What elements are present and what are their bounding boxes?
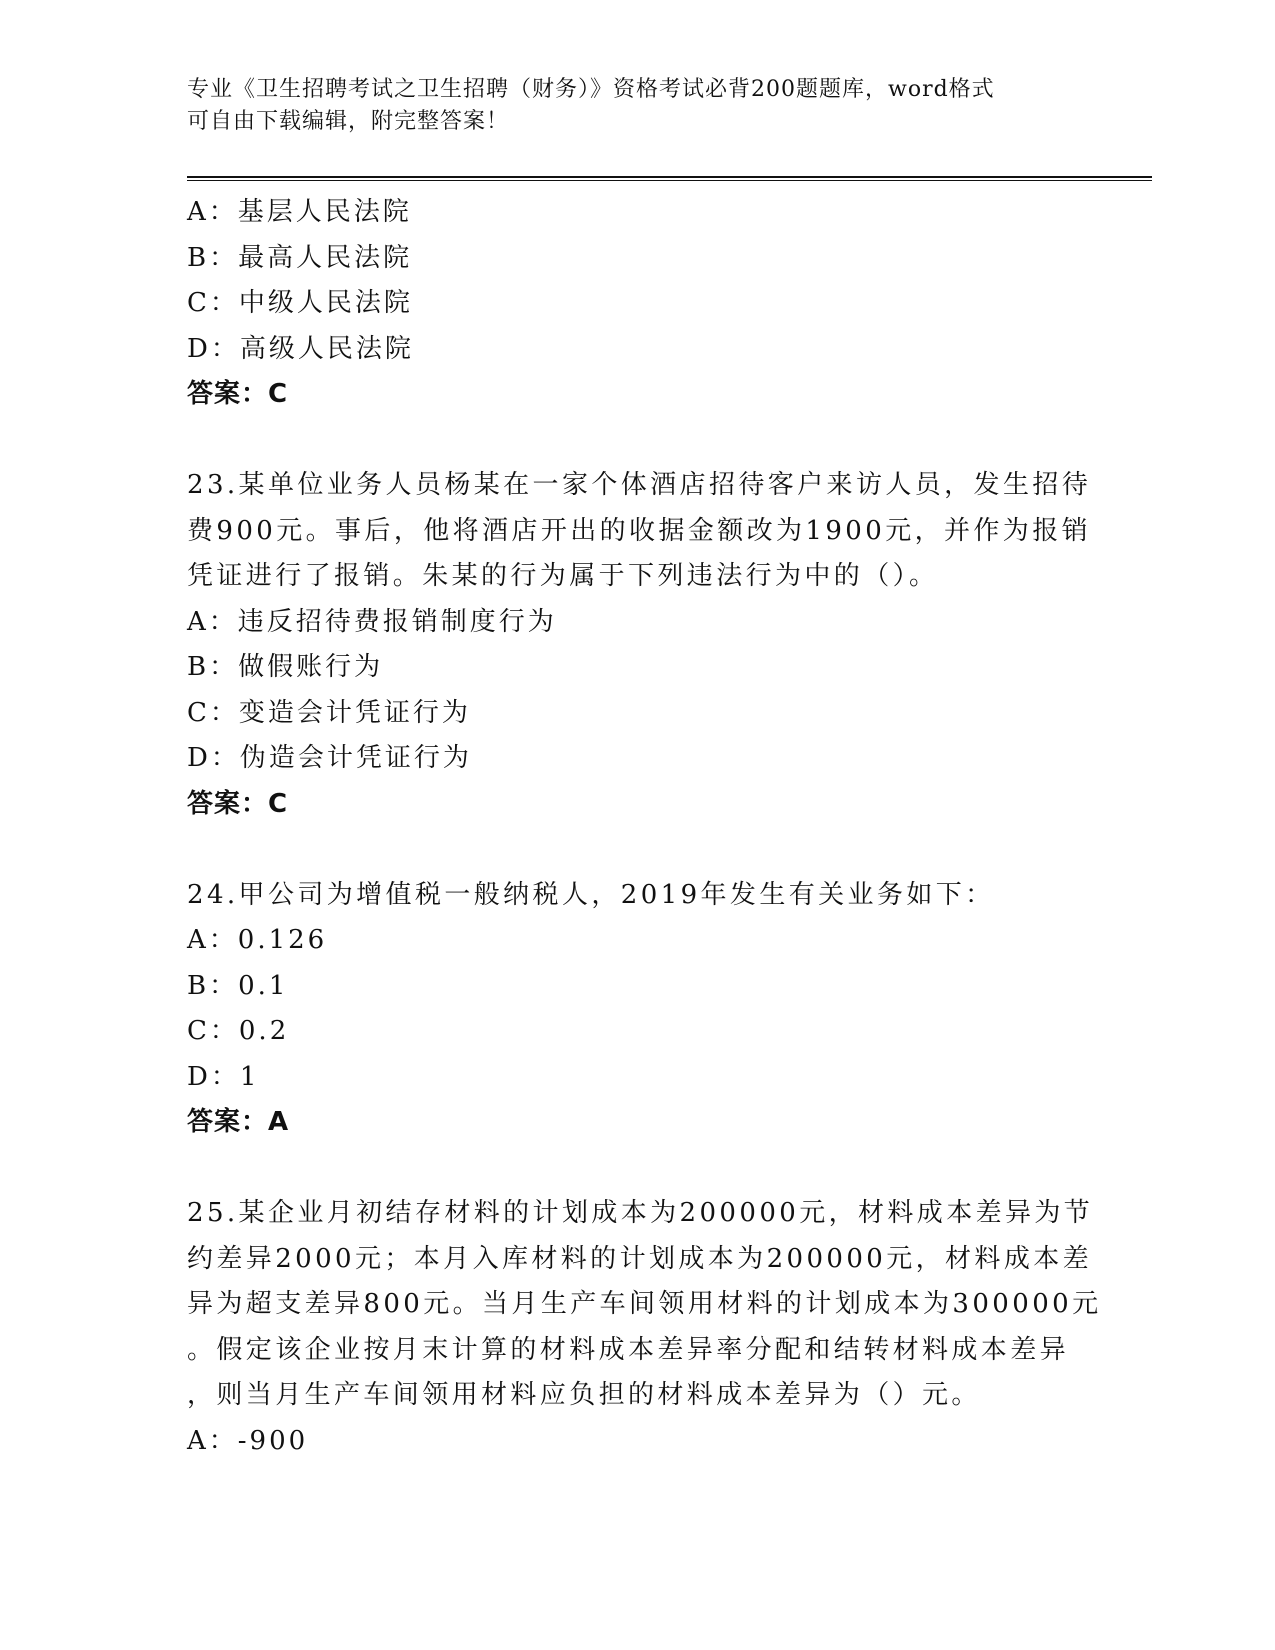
option-c: C：中级人民法院 [187, 288, 413, 318]
answer-line: 答案：C [187, 788, 289, 819]
option-b: B：0.1 [187, 970, 289, 1001]
spacer [187, 418, 1087, 464]
header-divider-thin [187, 180, 1152, 181]
option-c: C：变造会计凭证行为 [187, 697, 471, 728]
header-title-line-2: 可自由下载编辑，附完整答案！ [187, 109, 510, 134]
header-title-line-1: 专业《卫生招聘考试之卫生招聘（财务）》资格考试必背200题题库，word格式 [187, 77, 995, 102]
question-stem [187, 1191, 1102, 1419]
option-a: A：-900 [187, 1425, 309, 1456]
question-22 [187, 190, 1087, 418]
question-stem-line: 凭证进行了报销。朱某的行为属于下列违法行为中的（）。 [187, 561, 939, 591]
question-stem-line: 异为超支差异800元。当月生产车间领用材料的计划成本为300000元 [187, 1289, 1102, 1319]
option-d: D：1 [187, 1061, 260, 1092]
question-24 [187, 873, 1087, 1146]
question-stem [187, 873, 1087, 919]
spacer [187, 827, 1087, 873]
option-a: A：基层人民法院 [187, 197, 412, 227]
option-d: D：伪造会计凭证行为 [187, 743, 472, 773]
question-stem-line: 。假定该企业按月末计算的材料成本差异率分配和结转材料成本差异 [187, 1334, 1070, 1365]
question-23 [187, 463, 1092, 827]
option-b: B：做假账行为 [187, 652, 384, 682]
question-stem-line: ，则当月生产车间领用材料应负担的材料成本差异为（）元。 [187, 1380, 981, 1410]
option-a: A：违反招待费报销制度行为 [187, 606, 557, 637]
option-a: A：0.126 [187, 925, 328, 955]
question-stem-line: 24.甲公司为增值税一般纳税人，2019年发生有关业务如下： [187, 879, 995, 910]
header-divider-thick [187, 176, 1152, 178]
question-stem [187, 463, 1092, 600]
question-stem-line: 费900元。事后，他将酒店开出的收据金额改为1900元，并作为报销 [187, 515, 1091, 546]
question-stem-line: 23.某单位业务人员杨某在一家个体酒店招待客户来访人员，发生招待 [187, 470, 1092, 500]
question-stem-line: 约差异2000元；本月入库材料的计划成本为200000元，材料成本差 [187, 1243, 1093, 1274]
answer-line: 答案：C [187, 379, 289, 409]
spacer [187, 1146, 1087, 1192]
document-header [187, 74, 1067, 138]
question-25 [187, 1191, 1102, 1464]
question-stem-line: 25.某企业月初结存材料的计划成本为200000元，材料成本差异为节 [187, 1198, 1094, 1228]
option-c: C：0.2 [187, 1016, 290, 1046]
answer-line: 答案：A [187, 1107, 290, 1137]
option-d: D：高级人民法院 [187, 333, 414, 364]
question-list [187, 190, 1102, 1464]
option-b: B：最高人民法院 [187, 242, 413, 273]
